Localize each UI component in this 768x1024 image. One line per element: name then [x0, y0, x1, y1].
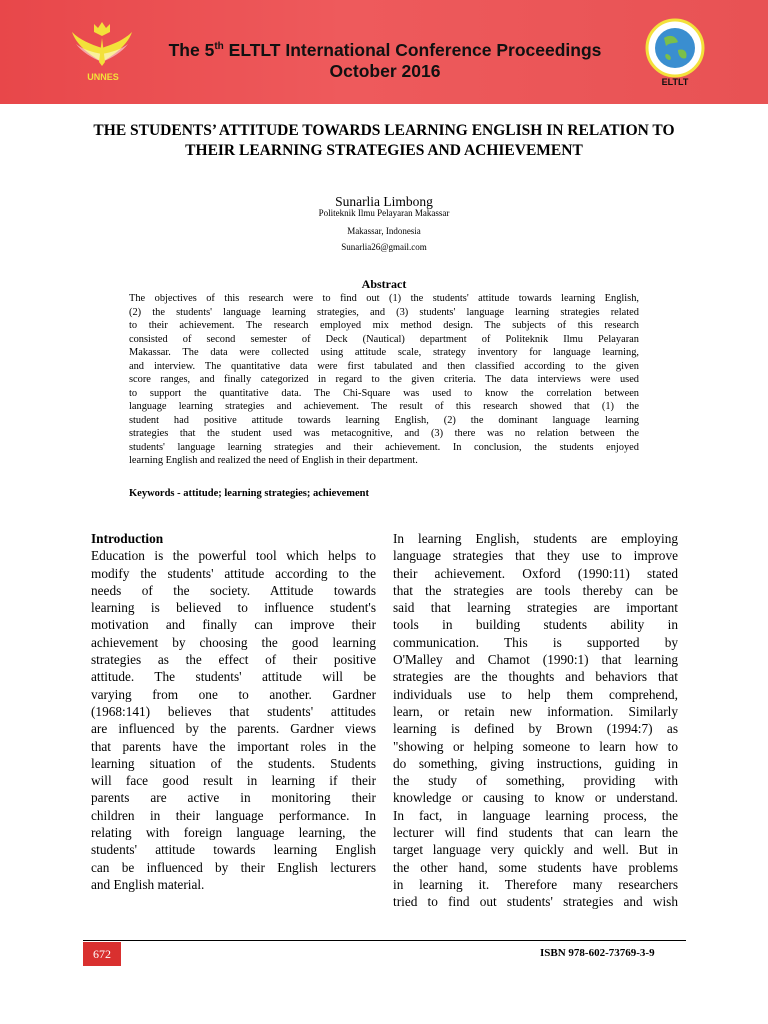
text-line: In fact, in language learning process, the	[393, 807, 678, 823]
text-line: their achievement. Oxford (1990:11) stated	[393, 565, 678, 581]
text-line: learn, or retain new information. Similarly	[393, 703, 678, 719]
keywords: Keywords - attitude; learning strategies; achievement	[129, 488, 369, 499]
text-line: and English material.	[91, 876, 205, 892]
text-line: learning is defined by Brown (1994:7) as	[393, 721, 678, 737]
text-line: are influenced by the parents. Gardner views	[91, 721, 376, 737]
text-line: language strategies that they use to improve	[393, 548, 678, 564]
author-email[interactable]: Sunarlia26@gmail.com	[341, 242, 427, 252]
text-line: Makassar. The data were collected using attitude scale, strategy inventory for language learning,	[129, 347, 639, 358]
eltlt-logo-caption: ELTLT	[661, 77, 689, 87]
text-line: (1968:141) believes that students' attitudes	[91, 703, 376, 719]
text-line: tried to find out students' strategies and wish	[393, 894, 678, 910]
author-name: Sunarlia Limbong	[335, 194, 433, 209]
text-line: said that learning strategies are important	[393, 600, 678, 616]
text-line: do something, giving instructions, guiding in	[393, 755, 678, 771]
text-line: children in their language performance. In	[91, 807, 376, 823]
text-line: relating with foreign language learning, the	[91, 825, 376, 841]
text-line: motivation and finally can improve their	[91, 617, 376, 633]
text-line: strategies that the student used was metacognitive, and (3) there was no relation between the	[129, 428, 639, 439]
text-line: tools in building students ability in	[393, 617, 678, 633]
isbn: ISBN 978-602-73769-3-9	[540, 947, 655, 959]
text-line: achievement by choosing the good learning	[91, 634, 376, 650]
text-line: student had positive attitude towards learning English, (2) the dominant language learning	[129, 414, 639, 426]
text-line: "showing or helping someone to learn how to	[393, 738, 678, 754]
text-line: individuals use to help them comprehend,	[393, 686, 678, 702]
text-line: communication. This is supported by	[393, 634, 678, 650]
text-line: learning is believed to influence student's	[91, 600, 376, 616]
text-line: modify the students' attitude according to the	[91, 565, 376, 581]
text-line: The objectives of this research were to find out (1) the students' attitude towards learning English,	[129, 293, 639, 304]
text-line: In learning English, students are employing	[393, 531, 678, 546]
paper-title: THE STUDENTS’ ATTITUDE TOWARDS LEARNING ENGLISH IN RELATION TO THEIR LEARNING STRATEGIES AND ACHIEVEMENT	[93, 122, 675, 159]
text-line: that parents have the important roles in the	[91, 738, 376, 754]
text-line: target language very quickly and well. But in	[393, 842, 678, 858]
text-line: that the strategies are tools thereby can be	[393, 582, 678, 598]
text-line: knowledge or causing to know or understand.	[393, 790, 678, 806]
author-institution: Politeknik Ilmu Pelayaran Makassar	[318, 208, 450, 218]
text-line: consisted of second semester of Deck (Nautical) department of Politeknik Ilmu Pelayaran	[129, 333, 639, 345]
text-line: (2) the students' language learning strategies, and (3) students' language learning strategies related	[129, 306, 639, 318]
text-line: the study of something, providing with	[393, 773, 678, 789]
page-number: 672	[83, 942, 121, 966]
text-line: to support the quantitative data. The Chi-Square was used to know the correlation between	[129, 387, 639, 399]
text-line: O'Malley and Chamot (1990:1) that learning	[393, 652, 678, 668]
text-line: will face good result in learning if their	[91, 773, 376, 789]
text-line: attitude. The students' attitude will be	[91, 669, 376, 685]
text-line: learning English and realized the need of English in their department.	[129, 455, 418, 466]
text-line: can be influenced by their English lecturers	[91, 859, 376, 875]
abstract-heading: Abstract	[361, 277, 407, 291]
right-column	[393, 530, 678, 911]
text-line: and interview. The quantitative data were first tabulated and then classified according to the given	[129, 360, 639, 372]
text-line: students' language learning strategies and their achievement. In conclusion, the students enjoyed	[129, 441, 639, 453]
text-line: lecturer will find students that can learn the	[393, 825, 678, 841]
text-line: learning situation of the students. Students	[91, 755, 376, 771]
author-location: Makassar, Indonesia	[347, 226, 421, 236]
footer-divider	[83, 940, 686, 941]
conference-date: October 2016	[329, 60, 441, 81]
abstract-body	[129, 292, 639, 468]
left-column	[91, 530, 376, 893]
header-banner	[0, 0, 768, 104]
text-line: to their achievement. The research employed mix method design. The subjects of this research	[129, 320, 639, 331]
text-line: Education is the powerful tool which helps to	[91, 548, 376, 564]
text-line: language learning strategies and achievement. The result of this research showed that (1) the	[129, 401, 639, 412]
text-line: strategies are the thoughts and behaviors that	[393, 669, 678, 685]
text-line: the other hand, some students have problems	[393, 859, 678, 875]
text-line: parents are active in monitoring their	[91, 790, 376, 806]
text-line: in learning it. Therefore many researchers	[393, 876, 678, 892]
introduction-heading: Introduction	[91, 531, 164, 546]
text-line: strategies as the effect of their positive	[91, 652, 376, 668]
text-line: students' attitude towards learning English	[91, 842, 376, 858]
text-line: needs of the society. Attitude towards	[91, 582, 376, 598]
conference-title: The 5th ELTLT International Conference Proceedings October 2016	[168, 39, 602, 81]
text-line: score ranges, and finally categorized in regard to the given criteria. The data interviews were used	[129, 374, 639, 385]
text-line: varying from one to another. Gardner	[91, 686, 376, 702]
unnes-logo-caption: UNNES	[87, 72, 119, 82]
